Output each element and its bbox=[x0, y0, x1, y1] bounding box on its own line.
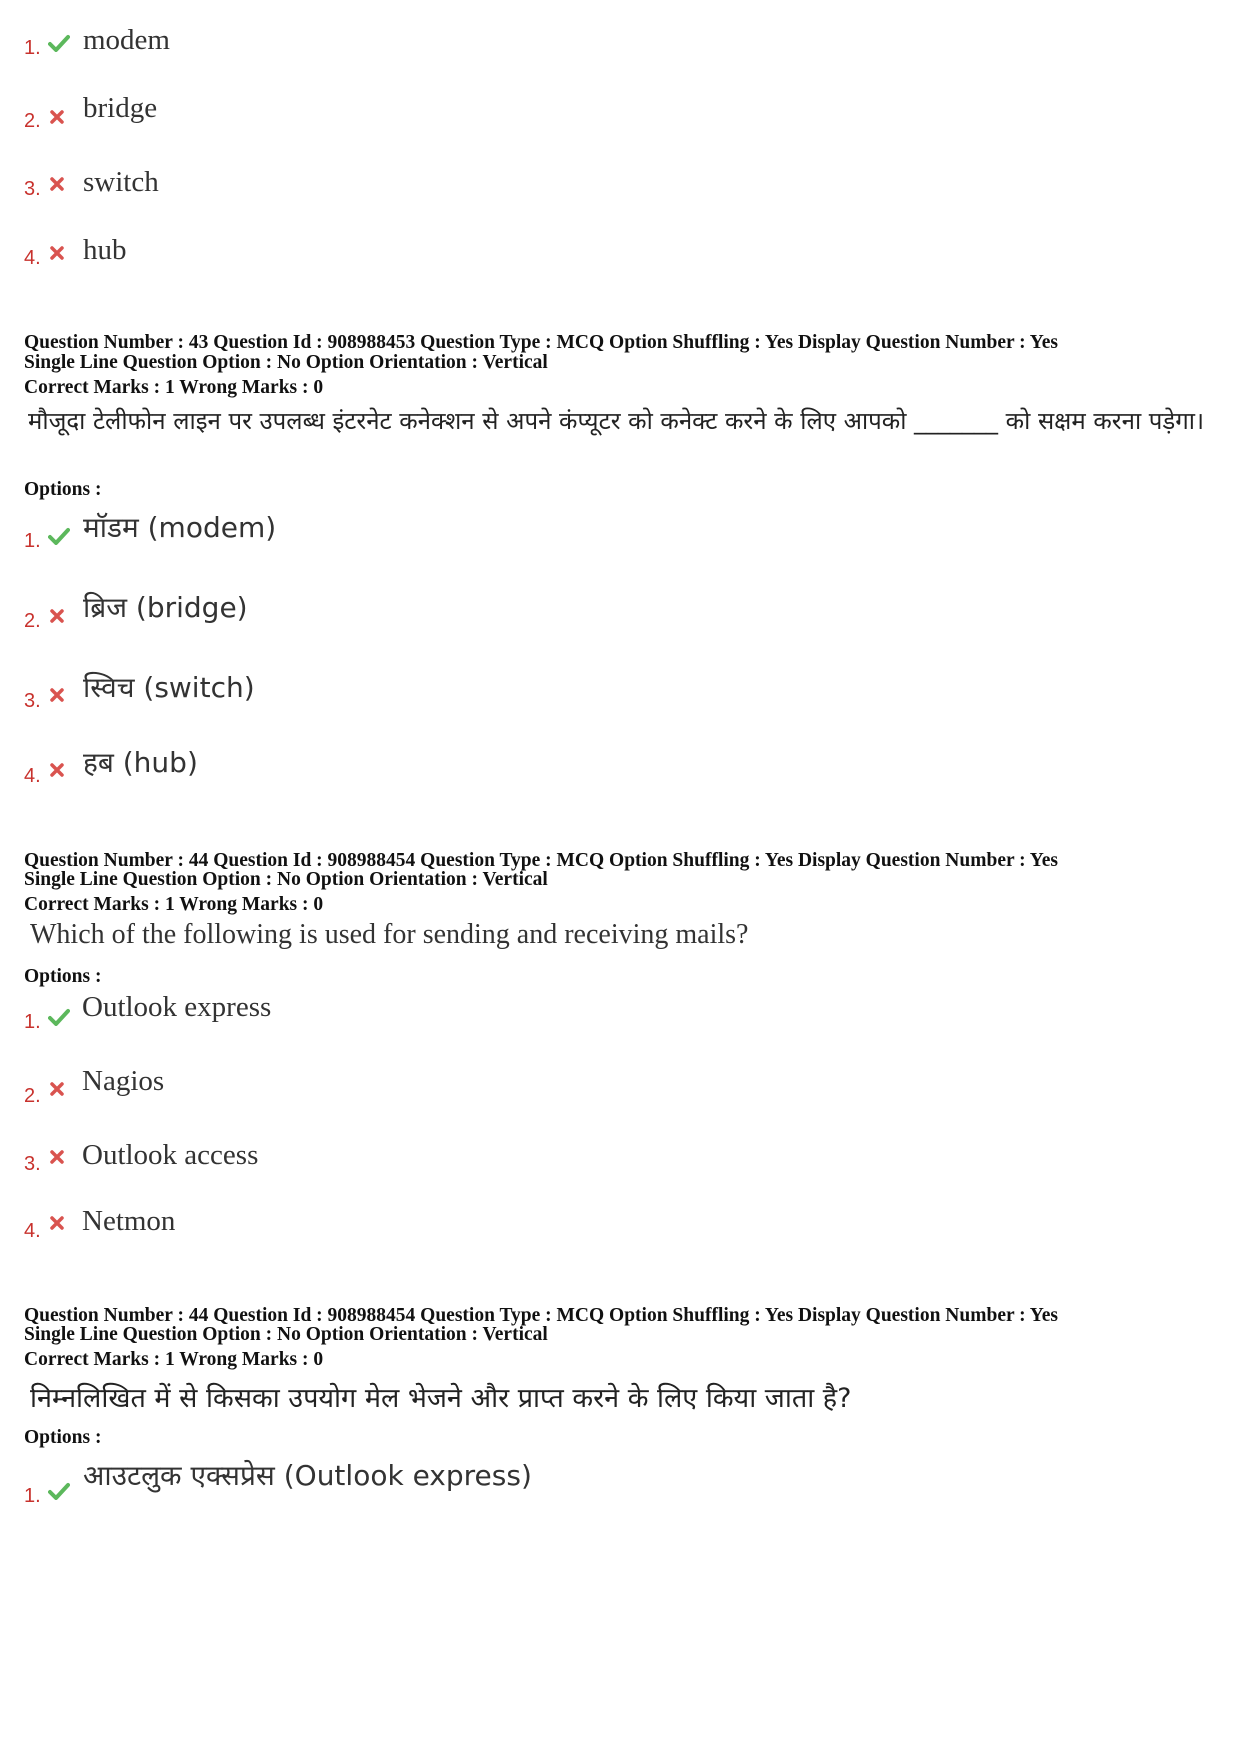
check-icon bbox=[48, 34, 70, 52]
option-text: switch bbox=[83, 166, 159, 198]
cross-icon bbox=[50, 246, 64, 260]
question-marks: Correct Marks : 1 Wrong Marks : 0 bbox=[24, 1349, 324, 1370]
question-meta-line1: Question Number : 44 Question Id : 908988454 Question Type : MCQ Option Shuffling : Yes Display Question Number : Yes bbox=[24, 1305, 1058, 1326]
question-text: Which of the following is used for sending and receiving mails? bbox=[30, 919, 749, 950]
option-text: bridge bbox=[83, 92, 158, 124]
question-meta-line2: Single Line Question Option : No Option Orientation : Vertical bbox=[24, 1324, 548, 1345]
option-number: 2. bbox=[24, 1085, 41, 1107]
option-text: मॉडम (modem) bbox=[83, 511, 277, 544]
check-icon bbox=[48, 527, 70, 545]
option-number: 3. bbox=[24, 178, 41, 200]
question-meta-line1: Question Number : 44 Question Id : 908988454 Question Type : MCQ Option Shuffling : Yes Display Question Number : Yes bbox=[24, 850, 1058, 871]
check-icon bbox=[48, 1482, 70, 1500]
question-text: मौजूदा टेलीफोन लाइन पर उपलब्ध इंटरनेट कनेक्शन से अपने कंप्यूटर को कनेक्ट करने के लिए आपको _______ को सक्षम करना पड़ेगा। bbox=[28, 407, 1205, 435]
option-number: 4. bbox=[24, 765, 41, 787]
option-text: hub bbox=[83, 234, 127, 266]
cross-icon bbox=[50, 1150, 64, 1164]
option-number: 1. bbox=[24, 1011, 41, 1033]
option-text: आउटलुक एक्सप्रेस (Outlook express) bbox=[83, 1459, 532, 1492]
option-number: 1. bbox=[24, 530, 41, 552]
cross-icon bbox=[50, 609, 64, 623]
question-meta-line1: Question Number : 43 Question Id : 908988453 Question Type : MCQ Option Shuffling : Yes Display Question Number : Yes bbox=[24, 332, 1058, 353]
cross-icon bbox=[50, 763, 64, 777]
option-text: हब (hub) bbox=[83, 746, 198, 779]
option-number: 1. bbox=[24, 1485, 41, 1507]
cross-icon bbox=[50, 177, 64, 191]
question-meta-line2: Single Line Question Option : No Option Orientation : Vertical bbox=[24, 869, 548, 890]
check-icon bbox=[48, 1008, 70, 1026]
option-text: Netmon bbox=[82, 1205, 176, 1237]
option-text: Outlook express bbox=[82, 991, 272, 1023]
option-number: 1. bbox=[24, 37, 41, 59]
question-marks: Correct Marks : 1 Wrong Marks : 0 bbox=[24, 894, 324, 915]
option-number: 3. bbox=[24, 690, 41, 712]
option-number: 2. bbox=[24, 610, 41, 632]
options-label: Options : bbox=[24, 1427, 102, 1448]
question-marks: Correct Marks : 1 Wrong Marks : 0 bbox=[24, 377, 324, 398]
question-meta-line2: Single Line Question Option : No Option Orientation : Vertical bbox=[24, 352, 548, 373]
cross-icon bbox=[50, 110, 64, 124]
cross-icon bbox=[50, 1082, 64, 1096]
option-number: 4. bbox=[24, 1220, 41, 1242]
cross-icon bbox=[50, 688, 64, 702]
option-text: Outlook access bbox=[82, 1139, 259, 1171]
options-label: Options : bbox=[24, 479, 102, 500]
option-text: ब्रिज (bridge) bbox=[83, 591, 248, 624]
option-text: Nagios bbox=[82, 1065, 165, 1097]
cross-icon bbox=[50, 1216, 64, 1230]
question-text: निम्नलिखित में से किसका उपयोग मेल भेजने और प्राप्त करने के लिए किया जाता है? bbox=[30, 1383, 852, 1414]
option-number: 3. bbox=[24, 1153, 41, 1175]
option-text: modem bbox=[83, 24, 170, 56]
options-label: Options : bbox=[24, 966, 102, 987]
option-text: स्विच (switch) bbox=[83, 671, 255, 704]
option-number: 4. bbox=[24, 247, 41, 269]
option-number: 2. bbox=[24, 110, 41, 132]
